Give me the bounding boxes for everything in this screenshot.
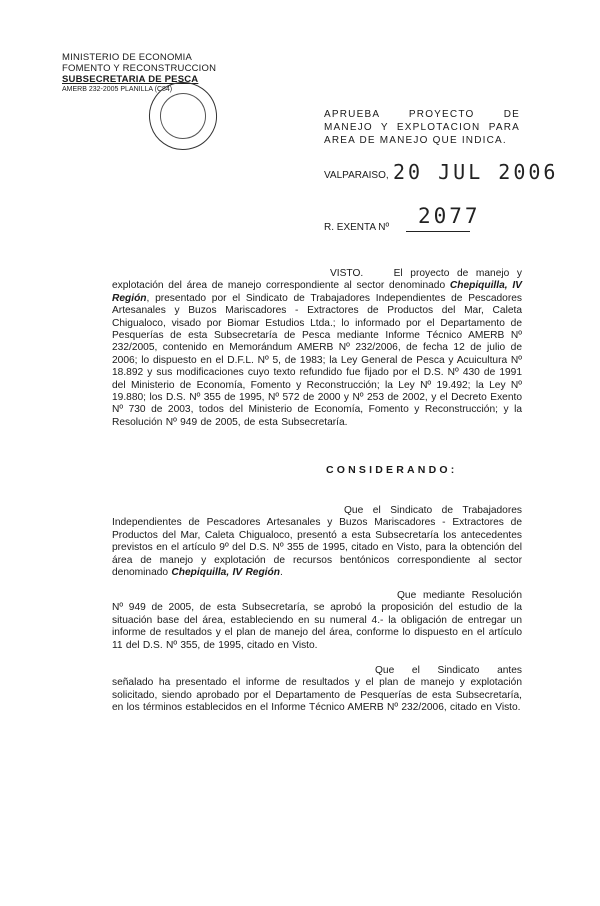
visto-sector: Chepiquilla, IV Región <box>112 280 522 304</box>
visto-label: VISTO. <box>330 268 364 279</box>
visto-text-1: El proyecto de manejo y explotación del área de manejo correspondiente al sector denominado <box>112 268 522 292</box>
date-place: VALPARAISO, <box>324 170 389 181</box>
visto-paragraph <box>112 268 522 429</box>
considerando-2 <box>112 590 522 652</box>
header-ministry-2: FOMENTO Y RECONSTRUCCION <box>62 63 217 74</box>
header-reference: AMERB 232-2005 PLANILLA (C84) <box>62 86 173 93</box>
considerando-1-sector: Chepiquilla, IV Región <box>171 567 280 579</box>
header-subsecretaria: SUBSECRETARIA DE PESCA <box>62 74 199 85</box>
stamp-inner-ring <box>151 84 215 148</box>
resolution-label: R. EXENTA Nº <box>324 222 390 233</box>
considerando-3 <box>112 665 522 715</box>
considerando-1 <box>112 505 522 579</box>
document-subject: APRUEBA PROYECTO DE MANEJO Y EXPLOTACION PARA AREA DE MANEJO QUE INDICA. <box>324 109 520 146</box>
visto-text-2: , presentado por el Sindicato de Trabajadores Independientes de Pescadores Artesanales y Buzos Mariscadores - Extractores de Productos del Mar, Caleta Chigualoco, visado por Biomar Estudios Ltda.; lo informado por el Departamento de Pesquerías de esta Subsecretaría de Pesca mediante Informe Técnico AMERB Nº 232/2005, contenido en Memorándum AMERB Nº 232/2006, de fecha 12 de julio de 2006; lo dispuesto en el D.F.L. Nº 5, de 1983; la Ley General de Pesca y Acuicultura Nº 18.892 y sus modificaciones cuyo texto refundido fue fijado por el D.S. Nº 430 de 1991 del Ministerio de Economía, Fomento y Reconstrucción; la Ley Nº 19.492; la Ley Nº 19.880; los D.S. Nº 355 de 1995, Nº 572 de 2000 y Nº 253 de 2002, y el Decreto Exento Nº 730 de 2003, todos del Ministerio de Economía, Fomento y Reconstrucción; y la Resolución Nº 949 de 2005, de esta Subsecretaría. <box>112 292 522 428</box>
considerando-3-text: Que el Sindicato antes señalado ha presentado el informe de resultados y el plan de manejo y explotación solicitado, siendo aprobado por el Departamento de Pesquerías de esta Subsecretaría, en los términos establecidos en el Informe Técnico AMERB Nº 232/2006, citado en Visto. <box>112 665 522 714</box>
considerando-1-end: . <box>279 567 283 579</box>
resolution-underline <box>406 231 470 232</box>
visto-section <box>112 268 522 429</box>
considerando-2-text: Que mediante Resolución Nº 949 de 2005, de esta Subsecretaría, se aprobó la proposición del estudio de la situación base del área, estableciendo en su numeral 4.- la obligación de entregar un informe de resultados y el plan de manejo del área, conforme lo dispuesto en el artículo 11 del D.S. Nº 355, de 1995, citado en Visto. <box>112 590 522 651</box>
considerando-1-text: Que el Sindicato de Trabajadores Independientes de Pescadores Artesanales y Buzos Mariscadores - Extractores de Productos del Mar, Caleta Chigualoco, presentó a esta Subsecretaría los antecedentes previstos en el artículo 9º del D.S. Nº 355 de 1995, citado en Visto, para la obtención del área de manejo y explotación de recursos bentónicos correspondiente al sector denominado <box>112 505 522 579</box>
header-ministry: MINISTERIO DE ECONOMIA <box>62 52 193 63</box>
handwritten-date: 20 JUL 2006 <box>393 160 559 184</box>
considerando-heading: CONSIDERANDO: <box>326 464 458 476</box>
resolution-number: 2077 <box>418 204 481 228</box>
